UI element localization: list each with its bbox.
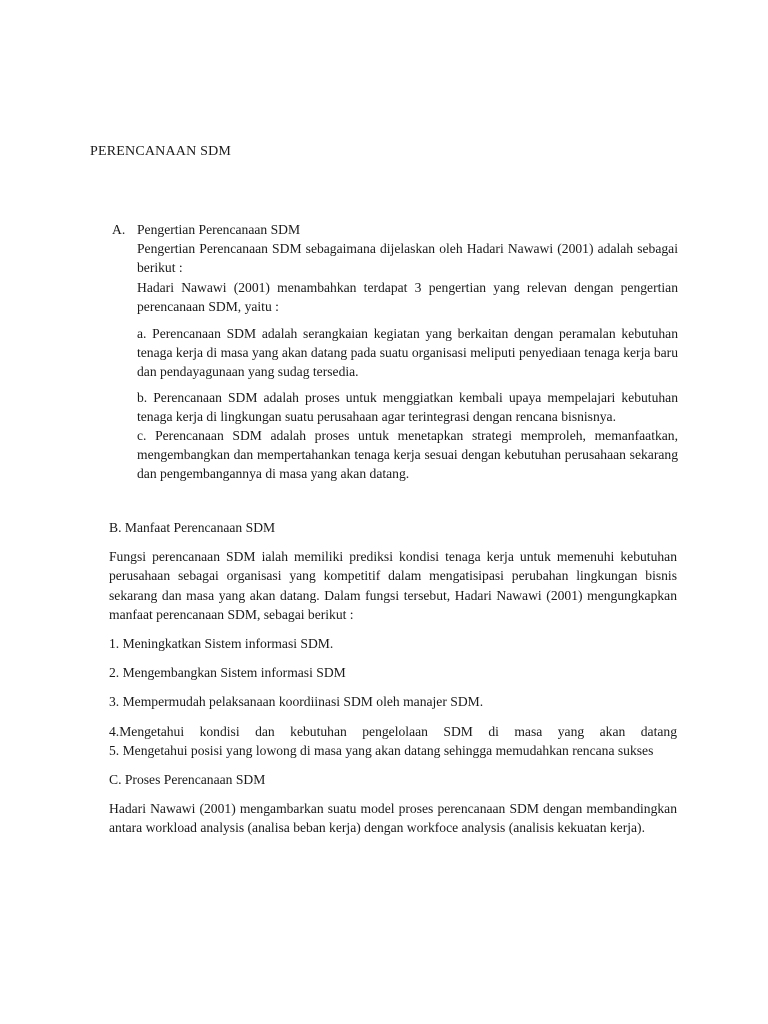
section-a-heading	[112, 220, 678, 239]
section-a-letter: A.	[112, 222, 126, 237]
section-b-heading: B. Manfaat Perencanaan SDM	[109, 520, 276, 535]
definition-item-b: b. Perencanaan SDM adalah proses untuk menggiatkan kembali upaya mempelajari kebutuhan tenaga kerja di lingkungan suatu perusahaan agar terintegrasi dengan rencana bisnisnya.	[137, 389, 678, 424]
section-a-body	[137, 239, 678, 483]
definition-item-a: a. Perencanaan SDM adalah serangkaian kegiatan yang berkaitan dengan peramalan kebutuhan tenaga kerja di masa yang akan datang pada suatu organisasi meliputi penyediaan tenaga kerja baru dan pendayagunaan yang sudag tersedia.	[137, 326, 678, 380]
list-item: 4.Mengetahui kondisi dan kebutuhan pengelolaan SDM di masa yang akan datang	[109, 723, 677, 739]
list-item: 1. Meningkatkan Sistem informasi SDM.	[109, 636, 334, 652]
list-item: 3. Mempermudah pelaksanaan koordiinasi SDM oleh manajer SDM.	[109, 694, 484, 710]
document-title: PERENCANAAN SDM	[90, 144, 232, 159]
section-a-title: Pengertian Perencanaan SDM	[137, 222, 301, 237]
list-item: 2. Mengembangkan Sistem informasi SDM	[109, 665, 346, 681]
section-b	[109, 518, 677, 838]
section-c-paragraph: Hadari Nawawi (2001) mengambarkan suatu model proses perencanaan SDM dengan membandingkan antara workload analysis (analisa beban kerja) dengan workfoce analysis (analisis kekuatan kerja).	[109, 801, 677, 836]
list-item: 5. Mengetahui posisi yang lowong di masa yang akan datang sehingga memudahkan rencana sukses	[109, 742, 654, 758]
definition-item-c: c. Perencanaan SDM adalah proses untuk menetapkan strategi memproleh, memanfaatkan, mengembangkan dan mempertahankan tenaga kerja sesuai dengan kebutuhan perusahaan sekarang dan pengembangannya di masa yang akan datang.	[137, 428, 678, 482]
section-a	[112, 220, 678, 484]
section-b-intro: Fungsi perencanaan SDM ialah memiliki prediksi kondisi tenaga kerja untuk memenuhi kebutuhan perusahaan sebagai organisasi yang kompetitif dalam mengatisipasi perubahan lingkungan bisnis sekarang dan masa yang akan datang. Dalam fungsi tersebut, Hadari Nawawi (2001) mengungkapkan manfaat perencanaan SDM, sebagai berikut :	[109, 549, 677, 622]
section-c-heading: C. Proses Perencanaan SDM	[109, 772, 266, 788]
section-a-paragraph: Pengertian Perencanaan SDM sebagaimana dijelaskan oleh Hadari Nawawi (2001) adalah sebagai berikut :	[137, 241, 678, 276]
section-a-paragraph: Hadari Nawawi (2001) menambahkan terdapat 3 pengertian yang relevan dengan pengertian perencanaan SDM, yaitu :	[137, 279, 678, 314]
